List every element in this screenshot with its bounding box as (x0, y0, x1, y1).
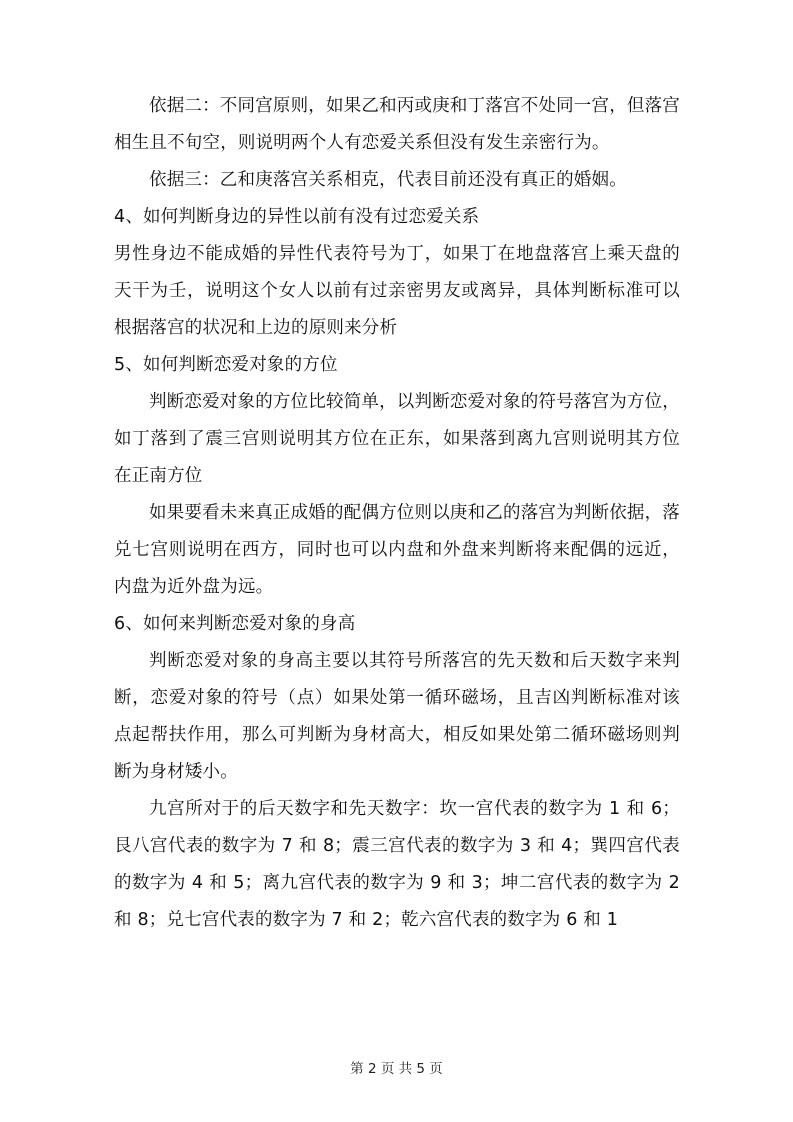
paragraph: 依据二：不同宫原则，如果乙和丙或庚和丁落宫不处同一宫，但落宫相生且不旬空，则说明两个人有恋爱关系但没有发生亲密行为。 (114, 96, 680, 153)
paragraph-heading: 5、如何判断恋爱对象的方位 (114, 355, 338, 375)
page-footer: 第 2 页 共 5 页 (350, 1061, 443, 1077)
paragraph: 九宫所对于的后天数字和先天数字：坎一宫代表的数字为 1 和 6；艮八宫代表的数字为 7 和 8；震三宫代表的数字为 3 和 4；巽四宫代表的数字为 4 和 5；离九宫代表的数字为 9 和 3；坤二宫代表的数字为 2 和 8；兑七宫代表的数字为 7 和 2；乾六宫代表的数字为 6 和 1 (114, 799, 680, 930)
paragraph-heading: 6、如何来判断恋爱对象的身高 (114, 614, 356, 634)
paragraph: 判断恋爱对象的身高主要以其符号所落宫的先天数和后天数字来判断，恋爱对象的符号（点）如果处第一循环磁场，且吉凶判断标准对该点起帮扶作用，那么可判断为身材高大，相反如果处第二循环磁场则判断为身材矮小。 (114, 651, 680, 782)
paragraph: 判断恋爱对象的方位比较简单，以判断恋爱对象的符号落宫为方位，如丁落到了震三宫则说明其方位在正东，如果落到离九宫则说明其方位在正南方位 (114, 392, 680, 486)
document-body (114, 88, 680, 939)
paragraph: 男性身边不能成婚的异性代表符号为丁，如果丁在地盘落宫上乘天盘的天干为壬，说明这个女人以前有过亲密男友或离异，具体判断标准可以根据落宫的状况和上边的原则来分析 (114, 244, 680, 338)
paragraph-heading: 4、如何判断身边的异性以前有没有过恋爱关系 (114, 207, 480, 227)
paragraph: 依据三：乙和庚落宫关系相克，代表目前还没有真正的婚姻。 (149, 170, 627, 190)
paragraph: 如果要看未来真正成婚的配偶方位则以庚和乙的落宫为判断依据，落兑七宫则说明在西方，同时也可以内盘和外盘来判断将来配偶的远近，内盘为近外盘为远。 (114, 503, 680, 597)
